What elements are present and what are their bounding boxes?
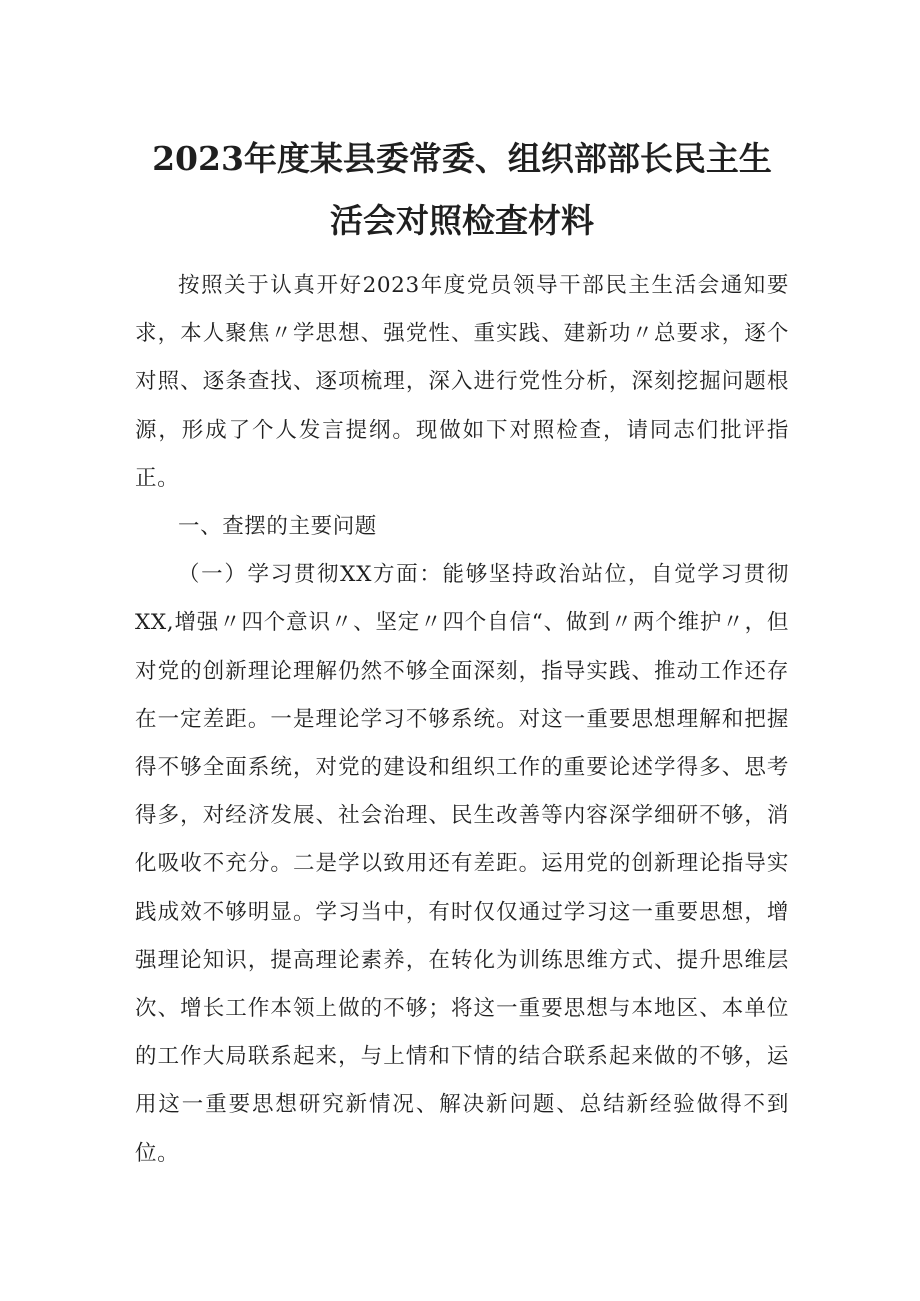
document-body [135, 128, 789, 1178]
title-line-2: 活会对照检查材料 [330, 201, 594, 240]
section-paragraph: （一）学习贯彻XX方面：能够坚持政治站位，自觉学习贯彻XX,增强〃四个意识〃、坚定〃四个自信“、做到〃两个维护〃，但对党的创新理论理解仍然不够全面深刻，指导实践、推动工作还存在一定差距。一是理论学习不够系统。对这一重要思想理解和把握得不够全面系统，对党的建设和组织工作的重要论述学得多、思考得多，对经济发展、社会治理、民生改善等内容深学细研不够，消化吸收不充分。二是学以致用还有差距。运用党的创新理论指导实践成效不够明显。学习当中，有时仅仅通过学习这一重要思想，增强理论知识，提高理论素养，在转化为训练思维方式、提升思维层次、增长工作本领上做的不够；将这一重要思想与本地区、本单位的工作大局联系起来，与上情和下情的结合联系起来做的不够，运用这一重要思想研究新情况、解决新问题、总结新经验做得不到位。 [135, 562, 789, 1166]
document-title [135, 128, 789, 252]
intro-paragraph: 按照关于认真开好2023年度党员领导干部民主生活会通知要求，本人聚焦〃学思想、强党性、重实践、建新功〃总要求，逐个对照、逐条查找、逐项梳理，深入进行党性分析，深刻挖掘问题根源，形成了个人发言提纲。现做如下对照检查，请同志们批评指正。 [135, 273, 789, 491]
section-heading: 一、查摆的主要问题 [178, 514, 377, 540]
title-line-1: 2023年度某县委常委、组织部部长民主生 [152, 139, 772, 178]
